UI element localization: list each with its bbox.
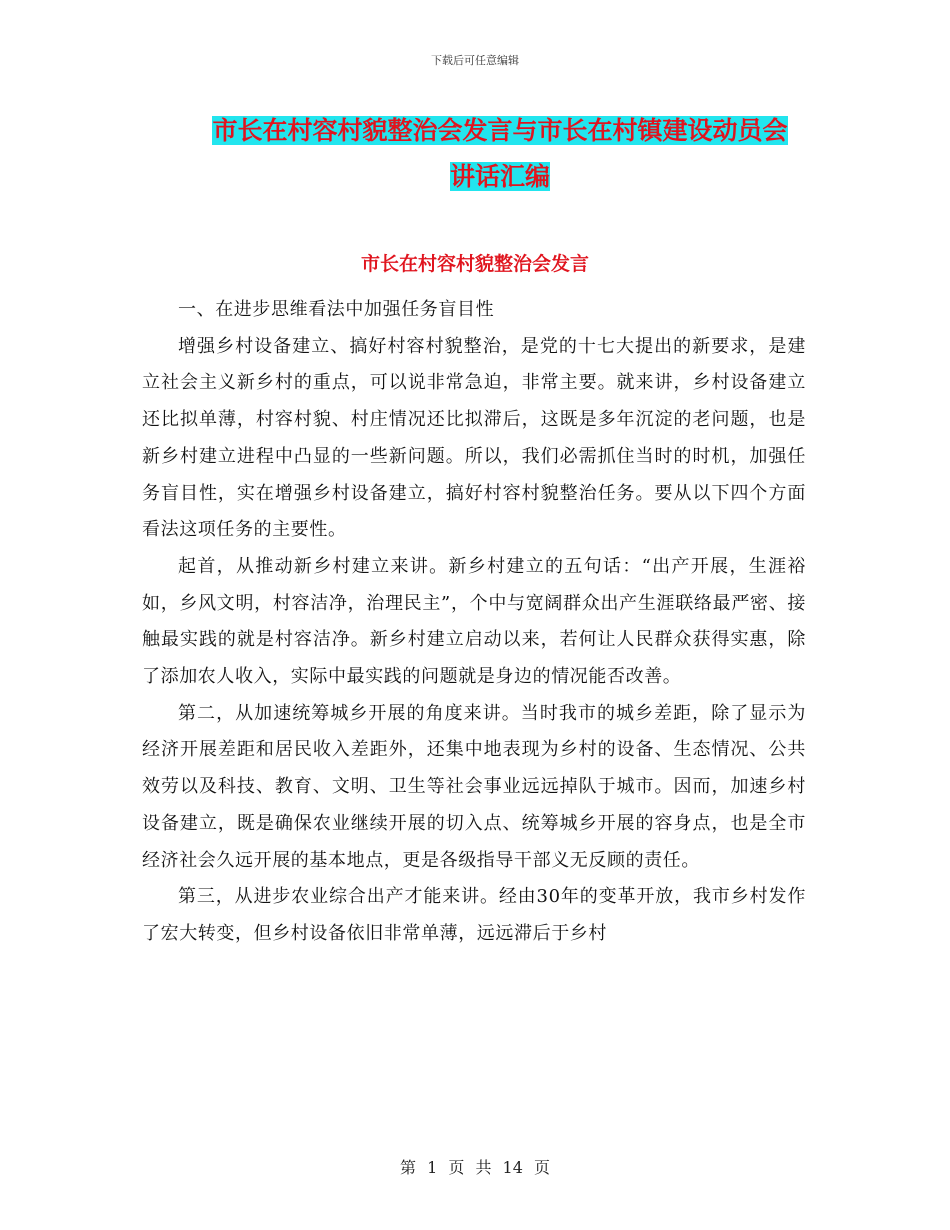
heading-paragraph: 一、在进步思维看法中加强任务盲目性	[178, 299, 495, 320]
body-text	[142, 292, 806, 953]
paragraph: 第二，从加速统筹城乡开展的角度来讲。当时我市的城乡差距，除了显示为经济开展差距和居民收入差距外，还集中地表现为乡村的设备、生态情况、公共效劳以及科技、教育、文明、卫生等社会事业远远掉队于城市。因而，加速乡村设备建立，既是确保农业继续开展的切入点、统筹城乡开展的容身点，也是全市经济社会久远开展的基本地点，更是各级指导干部义无反顾的责任。	[142, 702, 806, 871]
paragraph: 第三，从进步农业综合出产才能来讲。经由30年的变革开放，我市乡村发作了宏大转变，但乡村设备依旧非常单薄，远远滞后于乡村	[142, 886, 806, 944]
document-title-line1: 市长在村容村貌整治会发言与市长在村镇建设动员会	[212, 116, 788, 145]
paragraph: 增强乡村设备建立、搞好村容村貌整治，是党的十七大提出的新要求，是建立社会主义新乡村的重点，可以说非常急迫，非常主要。就来讲，乡村设备建立还比拟单薄，村容村貌、村庄情况还比拟滞后，这既是多年沉淀的老问题，也是新乡村建立进程中凸显的一些新问题。所以，我们必需抓住当时的时机，加强任务盲目性，实在增强乡村设备建立，搞好村容村貌整治任务。要从以下四个方面看法这项任务的主要性。	[142, 335, 806, 541]
document-title-line2: 讲话汇编	[449, 162, 550, 191]
section-title: 市长在村容村貌整治会发言	[360, 253, 589, 275]
header-note: 下载后可任意编辑	[431, 54, 519, 67]
paragraph: 起首，从推动新乡村建立来讲。新乡村建立的五句话：“出产开展，生涯裕如，乡风文明，村容洁净，治理民主”，个中与宽阔群众出产生涯联络最严密、接触最实践的就是村容洁净。新乡村建立启动以来，若何让人民群众获得实惠，除了添加农人收入，实际中最实践的问题就是身边的情况能否改善。	[142, 555, 806, 688]
document-title	[190, 108, 810, 200]
page-footer: 第 1 页 共 14 页	[400, 1158, 550, 1177]
